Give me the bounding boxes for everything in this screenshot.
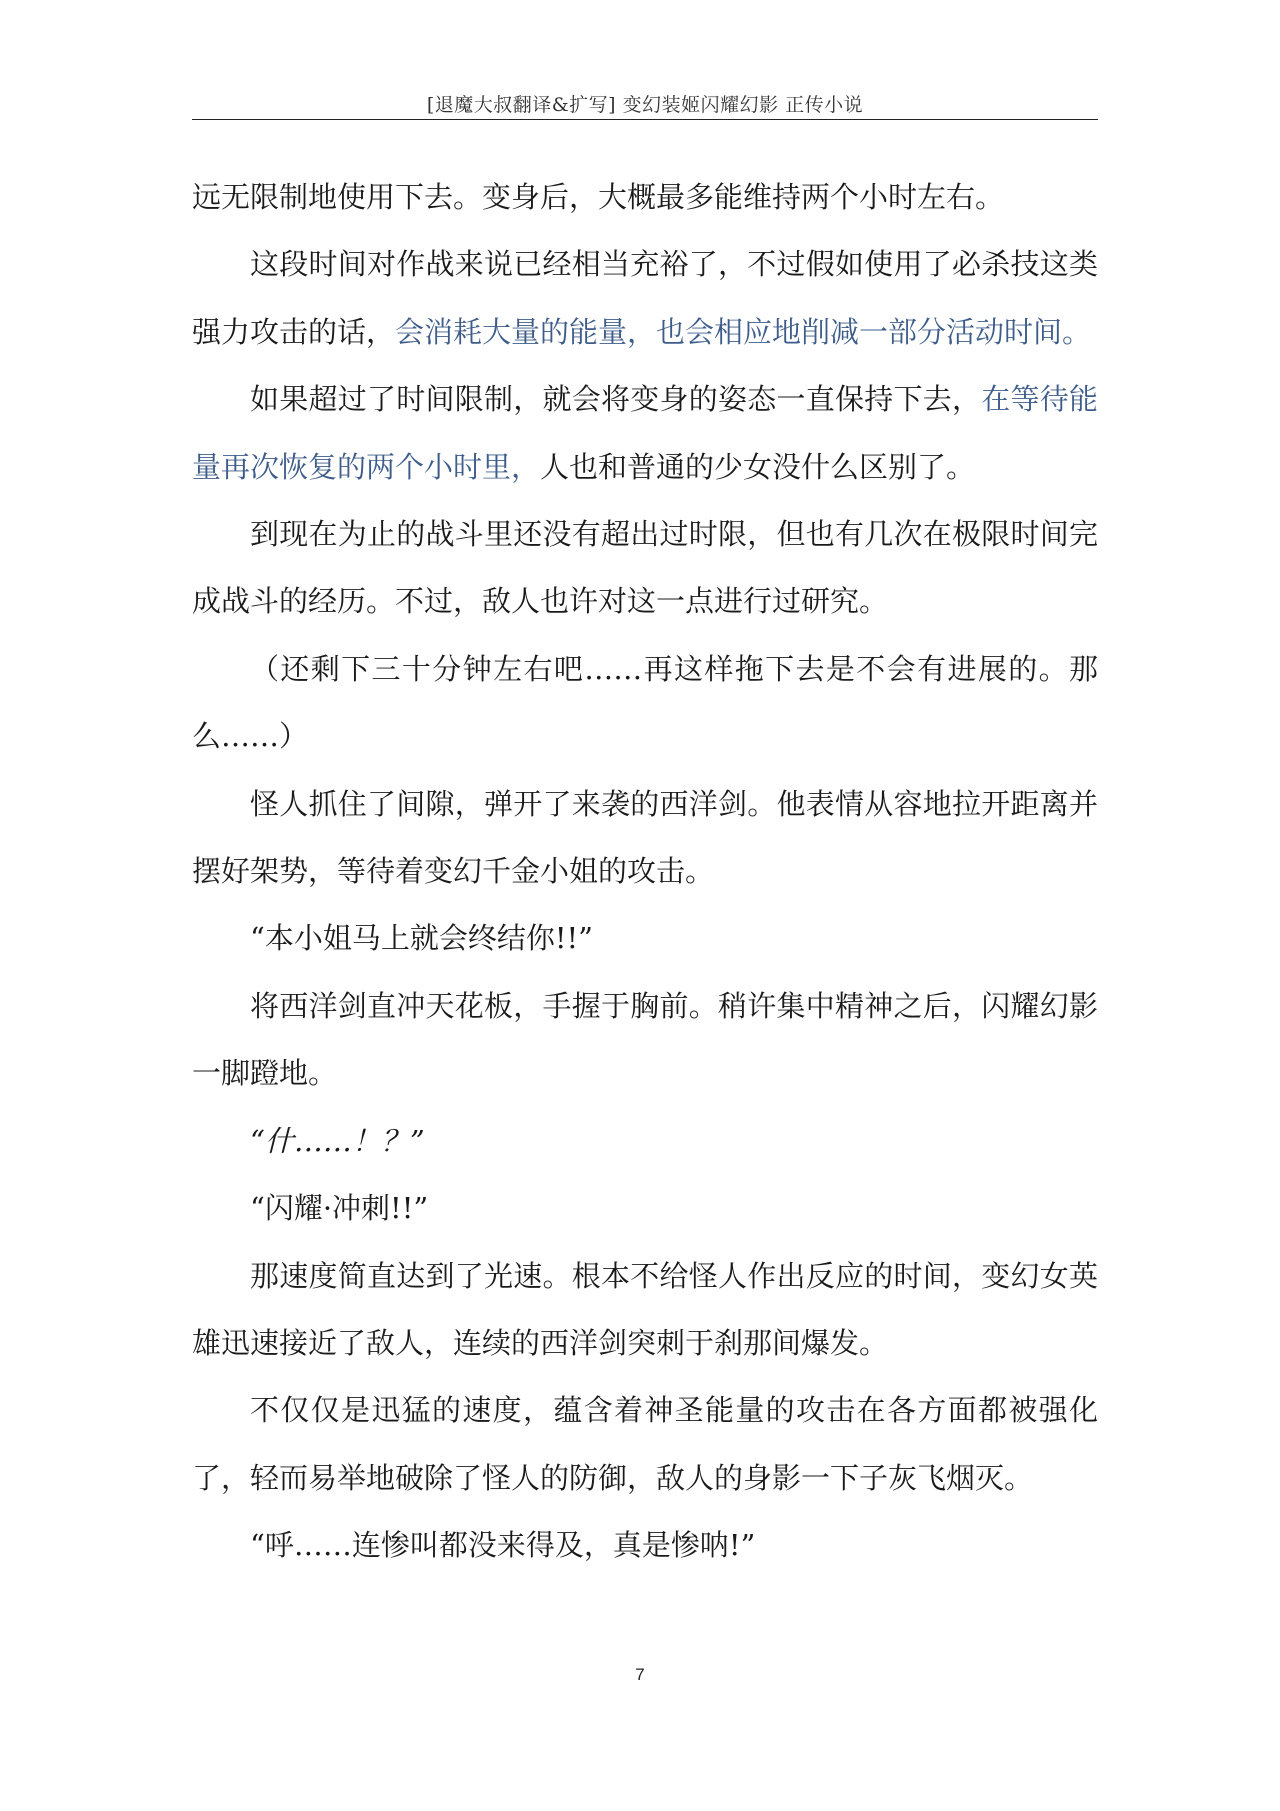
highlighted-text-segment: 会消耗大量的能量，也会相应地削减一部分活动时间。 <box>395 314 1092 349</box>
paragraph <box>192 636 1098 771</box>
dialogue-line <box>192 1108 1098 1175</box>
text-segment: “呼……连惨叫都没来得及，真是惨呐!” <box>250 1528 756 1563</box>
text-segment: 这段时间对作战来说已经相当充裕了，不过假如使用了必杀技这类强力攻击的话， <box>192 247 1098 349</box>
paragraph <box>192 366 1098 501</box>
highlighted-text-segment: 在等待能量再次恢复的两个小时里， <box>192 382 1098 484</box>
dialogue-line <box>192 1175 1098 1242</box>
text-segment: 将西洋剑直冲天花板，手握于胸前。稍许集中精神之后，闪耀幻影一脚蹬地。 <box>192 988 1098 1091</box>
paragraph <box>192 1243 1098 1378</box>
text-segment: （还剩下三十分钟左右吧……再这样拖下去是不会有进展的。那么……） <box>192 651 1098 754</box>
paragraph <box>192 771 1098 906</box>
text-segment: 那速度简直达到了光速。根本不给怪人作出反应的时间，变幻女英雄迅速接近了敌人，连续的西洋剑突刺于刹那间爆发。 <box>192 1258 1098 1360</box>
header-divider <box>192 119 1098 120</box>
dialogue-line <box>192 905 1098 972</box>
text-segment: “闪耀·冲刺!!” <box>250 1191 429 1226</box>
body-text <box>192 164 1098 1580</box>
text-segment: 不仅仅是迅猛的速度，蕴含着神圣能量的攻击在各方面都被强化了，轻而易举地破除了怪人的防御，敌人的身影一下子灰飞烟灭。 <box>192 1393 1098 1495</box>
paragraph <box>192 164 1098 231</box>
text-segment: 如果超过了时间限制，就会将变身的姿态一直保持下去， <box>250 382 982 417</box>
italic-text-segment: “什……！？” <box>250 1123 425 1158</box>
text-segment: “本小姐马上就会终结你!!” <box>250 921 593 956</box>
text-segment: 怪人抓住了间隙，弹开了来袭的西洋剑。他表情从容地拉开距离并摆好架势，等待着变幻千金小姐的攻击。 <box>192 786 1098 889</box>
page-number: 7 <box>635 1665 645 1684</box>
text-segment: 远无限制地使用下去。变身后，大概最多能维持两个小时左右。 <box>192 180 1005 214</box>
page-header: [退魔大叔翻译&扩写] 变幻装姬闪耀幻影 正传小说 <box>426 94 864 116</box>
paragraph <box>192 1377 1098 1512</box>
text-segment: 人也和普通的少女没什么区别了。 <box>540 449 976 484</box>
paragraph <box>192 501 1098 636</box>
paragraph <box>192 231 1098 366</box>
paragraph <box>192 973 1098 1108</box>
text-segment: 到现在为止的战斗里还没有超出过时限，但也有几次在极限时间完成战斗的经历。不过，敌人也许对这一点进行过研究。 <box>192 517 1098 619</box>
dialogue-line <box>192 1512 1098 1579</box>
